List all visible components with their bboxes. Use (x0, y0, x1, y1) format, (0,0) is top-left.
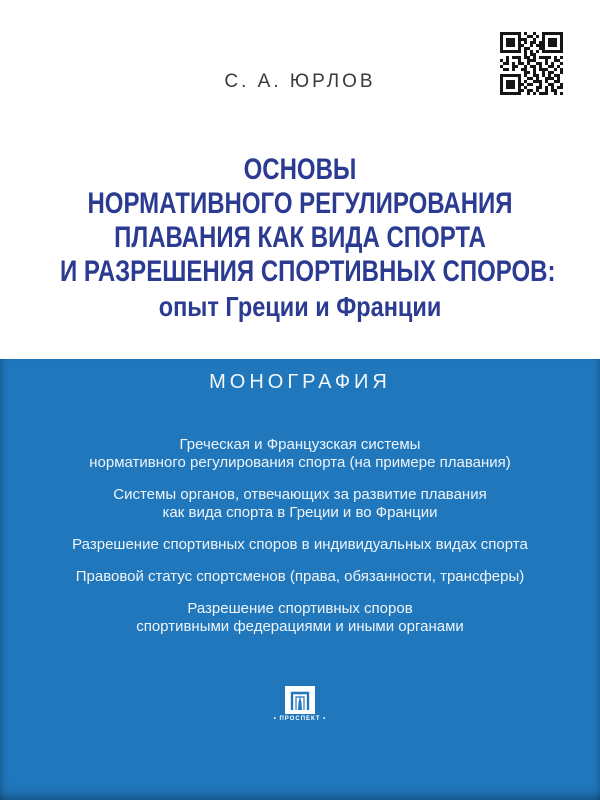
topic-line: Системы органов, отвечающих за развитие плавания (113, 486, 487, 503)
title-line: НОРМАТИВНОГО РЕГУЛИРОВАНИЯ (87, 187, 513, 220)
topic-item (0, 486, 600, 522)
topics-list (0, 436, 600, 650)
topic-line: спортивными федерациями и иными органами (136, 618, 464, 635)
topic-line: нормативного регулирования спорта (на примере плавания) (89, 454, 511, 471)
book-title (0, 153, 600, 325)
author-name: С. А. ЮРЛОВ (224, 71, 376, 92)
publisher-logo (0, 686, 600, 722)
title-line: И РАЗРЕШЕНИЯ СПОРТИВНЫХ СПОРОВ: (60, 255, 556, 288)
topic-line: Правовой статус спортсменов (права, обязанности, трансферы) (75, 568, 525, 585)
book-subtitle: опыт Греции и Франции (158, 291, 442, 322)
topic-item (0, 436, 600, 472)
topic-line: как вида спорта в Греции и во Франции (162, 504, 438, 521)
topic-item (0, 600, 600, 636)
topic-line: Разрешение спортивных споров (187, 600, 413, 617)
title-line: ОСНОВЫ (243, 153, 357, 186)
publisher-name: • ПРОСПЕКТ • (273, 716, 327, 722)
cover-bottom-panel (0, 359, 600, 800)
topic-item (0, 536, 600, 554)
topic-item (0, 568, 600, 586)
publisher-logo-icon (285, 686, 315, 714)
monograph-label: МОНОГРАФИЯ (209, 371, 391, 393)
title-line: ПЛАВАНИЯ КАК ВИДА СПОРТА (114, 221, 486, 254)
topic-line: Разрешение спортивных споров в индивидуальных видах спорта (72, 536, 528, 553)
topic-line: Греческая и Французская системы (179, 436, 421, 453)
